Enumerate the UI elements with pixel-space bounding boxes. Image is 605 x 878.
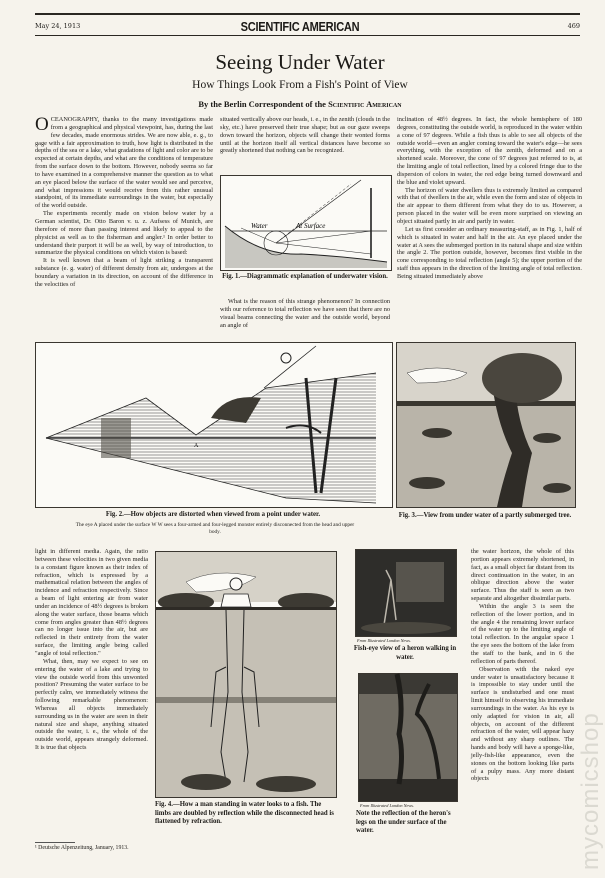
- header-rule-top: [35, 13, 580, 15]
- article-title: Seeing Under Water: [215, 50, 385, 74]
- figure-1-caption: Fig. 1.—Diagrammatic explanation of underwater vision.: [222, 273, 388, 280]
- paragraph: What is the reason of this strange phenomenon? In connection with our reference to total reflection we have seen that there are no visual beams connecting the water and the outside world, beyond an angle of: [220, 298, 390, 329]
- text-column-5: [471, 548, 574, 838]
- fig1-label-water: Water: [251, 222, 268, 230]
- article-subtitle: How Things Look From a Fish's Point of View: [192, 79, 408, 91]
- text-column-3: [397, 116, 582, 338]
- paragraph: light in different media. Again, the ratio between these velocities in two given media is a constant figure known as their index of refraction, which is expressed by a mathematical relation between the angles of incidence and refraction respectively. Since a beam of light entering air from water under an incidence of 48½ degrees is broken along the water surface, those beams which come from angles greater than 48½ degrees can no longer issue into the air, but are reflected in their entirety from the water surface, the limiting angle being called "angle of total reflection.": [35, 548, 148, 657]
- figure-4-illustration: [155, 551, 337, 798]
- paragraph: The horizon of water dwellers thus is extremely limited as compared with that of dwellers in the air, while even the form and size of objects in the air appear to them different from what they do to us. However, a person placed in the water will be even more surprised on viewing an object situated partly in air and partly in water.: [397, 186, 582, 225]
- header-rule-bottom: [35, 35, 580, 36]
- figure-1-diagram: [220, 175, 392, 271]
- article-byline: [0, 99, 600, 109]
- paragraph: What, then, may we expect to see on entering the water of a lake and trying to view the outside world from this unwonted position? Presuming the water surface to be perfectly calm, we immediately witness the following remarkable phenomenon: Whereas all objects immediately surrounding us in the water are seen in their natural size and shape, anything situated outside the water, i. e., the whole of the outside world, appears strangely deformed. It is true that objects: [35, 657, 148, 752]
- paragraph: situated vertically above our heads, i. e., in the zenith (clouds in the sky, etc.) have preserved their true shape; but as our gaze sweeps down toward the horizon, objects will change their wonted forms until at the horizon itself all vertical distances have become so greatly shortened that nothing can be recognized.: [220, 116, 390, 155]
- heron-photo-1: [355, 549, 457, 637]
- fig1-label-surface: At Surface: [296, 222, 326, 230]
- heron-photo-2: [358, 673, 458, 802]
- text-column-1: [35, 116, 213, 338]
- footnote: ¹ Deutsche Alpenzeitung, January, 1913.: [35, 845, 129, 851]
- figure-2-caption: Fig. 2.—How objects are distorted when viewed from a point under water.: [105, 511, 321, 518]
- paragraph: It is well known that a beam of light striking a transparent substance (e. g. water) of different density from air, undergoes at the boundary a variation in its direction, on account of the difference in the velocities of: [35, 257, 213, 288]
- byline-publication: Scientific American: [328, 99, 402, 109]
- paragraph: inclination of 48½ degrees. In fact, the whole hemisphere of 180 degrees, constituting the outside world, is reproduced in the water within a cone of 97 degrees. While a fish thus is able to see all objects of the outside world—even an angler coming toward the water's edge—he sees everything, with the exception of the zenith, deformed and on a shortened scale. Moreover, the cone of 97 degrees just referred to is, at the limiting angle of total reflection, lined by a colored fringe due to the dispersion of colors in water, the red edge being turned downward and the blue and violet upward.: [397, 116, 582, 186]
- heron-photo-2-caption: Note the reflection of the heron's legs on the under surface of the water.: [356, 810, 451, 834]
- figure-2-illustration: [35, 342, 393, 508]
- figure-4-caption: Fig. 4.—How a man standing in water looks to a fish. The limbs are doubled by reflection while the disconnected head is flattened by refraction.: [155, 801, 334, 825]
- paragraph: The experiments recently made on vision below water by a German scientist, Dr. Otto Baron v. u. z. Aufsess of Munich, are therefore of more than passing interest and likely to appeal to the physicist as well as to the fisherman and angler.¹ In order better to understand their purport it will be as well, by way of introduction, to summarize the physical conditions on which vision is based:: [35, 210, 213, 257]
- page-number: 469: [567, 22, 580, 30]
- footnote-rule: [35, 842, 75, 843]
- watermark: mycomicshop: [577, 712, 604, 870]
- paragraph: Observation with the naked eye under water is unsatisfactory because it is impossible to stay under until the surface is undisturbed and one must limit himself to observing his immediate surroundings in the water. As his eye is only adapted for vision in air, all objects, on account of the different refraction of the water, will appear hazy and without any sharp outlines. The hands and body will have a sponge-like, jelly-fish-like appearance, even the stones on the bottom looking like parts of a pulpy mass. Any more distant objects: [471, 665, 574, 783]
- text-column-4: [35, 548, 148, 838]
- fig2-label-a: A: [194, 443, 199, 449]
- heron-photo-2-credit: From Illustrated London News.: [360, 803, 415, 808]
- paragraph: Let us first consider an ordinary measuring-staff, as in Fig. 1, half of which is situated in water and half in the air. An eye placed under the water at A sees the submerged portion in its natural shape and size within the angle 2. The portion outside, however, becomes first visible in the cone corresponding to total reflection (angle 5); the upper portion of the staff thus appears in the direction of the limiting angle of total reflection. Being situated immediately above: [397, 225, 582, 280]
- drop-cap: O: [35, 114, 49, 135]
- paragraph: the water horizon, the whole of this portion appears extremely shortened, in fact, as a small object far distant from its direct continuation in the water, in an oblique direction above the water surface. Thus the staff is seen as two separate and altogether dissimilar parts.: [471, 548, 574, 603]
- paragraph: Within the angle 3 is seen the reflection of the lower portion, and in the angle 4 the remaining lower surface of the water up to the limiting angle of total reflection. In the angular space 1 the eye sees the bottom of the lake from the staff to the bank, and in 6 the reflection of parts thereof.: [471, 602, 574, 665]
- paragraph: OCEANOGRAPHY, thanks to the many investigations made from a geographical and physical viewpoint, has, during the last few decades, made enormous strides. We are now able, e. g., to gage with a fair approximation to truth, how light is distributed in the depths of the sea or a lake, what gradations of light and color are to be expected at certain depths, and what are the conditions of temperature from the surface down to the bottom. However, nobody seems so far to have examined in a comprehensive manner the question as to what an eye placed below the surface of the water would see and perceive, and what impressions it would receive from this rather unusual standpoint, of its immediate surroundings in the water, but especially of the world outside.: [35, 114, 213, 210]
- figure-2-subcaption: The eye A placed under the surface W W sees a four-armed and four-legged monster entirely disconnected from the head and upper body.: [75, 522, 355, 535]
- heron-photo-1-caption: Fish-eye view of a heron walking in water.: [353, 645, 457, 661]
- figure-3-caption: Fig. 3.—View from under water of a partly submerged tree.: [398, 512, 572, 519]
- header-date: May 24, 1913: [35, 22, 81, 30]
- heron-photo-1-credit: From Illustrated London News.: [357, 638, 412, 643]
- byline-prefix: By the Berlin Correspondent of the: [198, 99, 329, 109]
- text-column-2-top: [220, 116, 390, 168]
- figure-3-illustration: [396, 342, 576, 508]
- masthead: SCIENTIFIC AMERICAN: [240, 19, 360, 34]
- text-column-2-bottom: [220, 298, 390, 338]
